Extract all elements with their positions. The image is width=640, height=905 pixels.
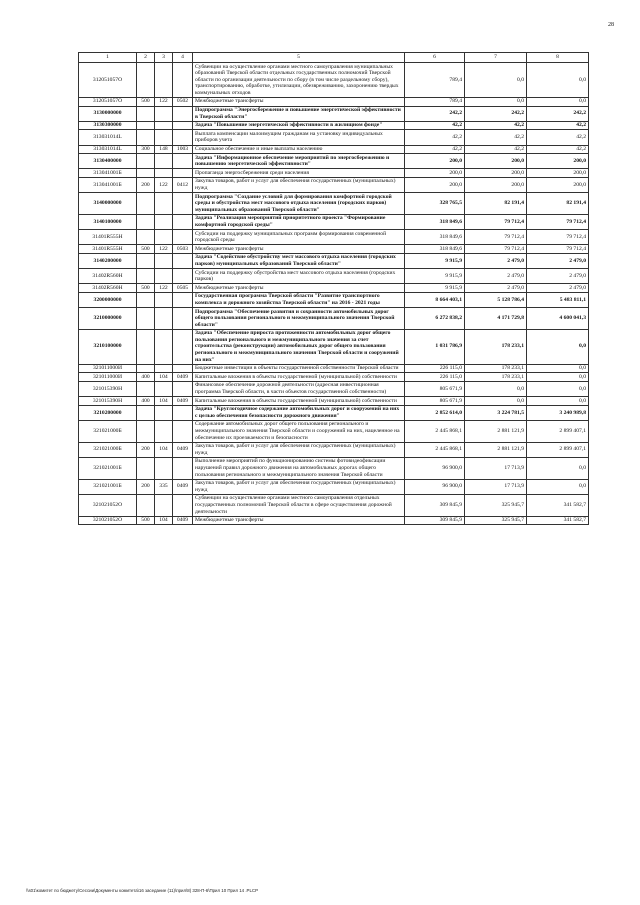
cell-value-col-6: 328 765,5 — [405, 193, 465, 215]
cell-col-2 — [137, 169, 155, 178]
table-row — [79, 214, 589, 229]
cell-col-2 — [137, 214, 155, 229]
cell-value-col-6: 789,4 — [405, 63, 465, 98]
cell-col-2 — [137, 381, 155, 396]
cell-col-3: 148 — [155, 145, 173, 154]
cell-value-col-6: 226 115,0 — [405, 364, 465, 373]
column-header: 3 — [155, 53, 173, 63]
cell-col-4 — [173, 269, 193, 284]
cell-col-2 — [137, 457, 155, 479]
cell-col-4 — [173, 154, 193, 169]
cell-col-4 — [173, 381, 193, 396]
footer-file-path: \\s01\комитет по бюджету\Сессии\Документы комитета\16 заседание (11)\прил\8) 328-П-6\Прил 10 Прил 14 .PLCP — [26, 888, 259, 893]
cell-col-4 — [173, 308, 193, 330]
cell-code: 321021052О — [79, 494, 137, 516]
cell-col-4: 0412 — [173, 177, 193, 192]
cell-col-2 — [137, 130, 155, 145]
cell-code: 3210000000 — [79, 308, 137, 330]
cell-name: Подпрограмма "Энергосбережение и повышение энергетической эффективности в Тверской области" — [193, 106, 405, 121]
table-row — [79, 63, 589, 98]
cell-value-col-7: 200,0 — [465, 154, 527, 169]
table-row — [79, 420, 589, 442]
cell-value-col-8: 0,0 — [527, 381, 589, 396]
cell-code: 321021000Б — [79, 442, 137, 457]
cell-value-col-6: 2 445 868,1 — [405, 442, 465, 457]
cell-col-4: 0505 — [173, 284, 193, 293]
cell-value-col-8: 0,0 — [527, 329, 589, 364]
table-row — [79, 479, 589, 494]
cell-col-2 — [137, 63, 155, 98]
cell-value-col-7: 242,2 — [465, 106, 527, 121]
cell-col-3: 104 — [155, 373, 173, 382]
cell-col-4: 0409 — [173, 442, 193, 457]
cell-name: Субвенции на осуществление органами местного самоуправления муниципальных образований Тверской области отдельных государственных полномочий Тверской области по организации деятельности по сбору (в том числе раздельному сбору), транспортированию, обработке, утилизации, обезвреживанию, захоронению твердых коммунальных отходов — [193, 63, 405, 98]
cell-col-2 — [137, 154, 155, 169]
cell-name: Капитальные вложения в объекты государственной (муниципальной) собственности — [193, 373, 405, 382]
cell-col-3: 335 — [155, 479, 173, 494]
cell-value-col-7: 178 233,1 — [465, 373, 527, 382]
cell-name: Бюджетные инвестиции в объекты государственной собственности Тверской области — [193, 364, 405, 373]
cell-code: 321011000И — [79, 364, 137, 373]
cell-col-2: 200 — [137, 177, 155, 192]
cell-code: 3130400000 — [79, 154, 137, 169]
cell-col-3 — [155, 214, 173, 229]
cell-col-4 — [173, 106, 193, 121]
cell-value-col-6: 200,0 — [405, 169, 465, 178]
cell-value-col-8: 0,0 — [527, 364, 589, 373]
table-body — [79, 63, 589, 525]
cell-code: 313031014L — [79, 145, 137, 154]
cell-value-col-8: 0,0 — [527, 63, 589, 98]
cell-col-3 — [155, 63, 173, 98]
cell-col-3: 104 — [155, 442, 173, 457]
table-row — [79, 373, 589, 382]
cell-col-3: 122 — [155, 97, 173, 106]
table-row — [79, 253, 589, 268]
table-row — [79, 364, 589, 373]
cell-name: Субвенции на осуществление органами местного самоуправления отдельных государственных полномочий Тверской области в сфере осуществления дорожной деятельности — [193, 494, 405, 516]
cell-value-col-7: 200,0 — [465, 177, 527, 192]
cell-col-3 — [155, 381, 173, 396]
cell-code: 313041001Б — [79, 169, 137, 178]
cell-value-col-6: 9 915,9 — [405, 284, 465, 293]
cell-value-col-8: 2 479,0 — [527, 284, 589, 293]
cell-name: Государственная программа Тверской области "Развитие транспортного комплекса и дорожного хозяйства Тверской области" на 2016 - 2021 годы — [193, 292, 405, 307]
cell-col-2 — [137, 269, 155, 284]
cell-value-col-7: 2 479,0 — [465, 284, 527, 293]
cell-col-3 — [155, 169, 173, 178]
cell-value-col-7: 5 128 786,4 — [465, 292, 527, 307]
cell-col-3 — [155, 154, 173, 169]
cell-value-col-7: 17 713,9 — [465, 479, 527, 494]
cell-col-3 — [155, 308, 173, 330]
cell-value-col-7: 79 712,4 — [465, 245, 527, 254]
cell-name: Задача "Информационное обеспечение мероприятий по энергосбережению и повышению энергетической эффективности" — [193, 154, 405, 169]
cell-value-col-7: 79 712,4 — [465, 230, 527, 245]
cell-code: 31401R555Н — [79, 230, 137, 245]
cell-col-3 — [155, 405, 173, 420]
cell-col-4 — [173, 230, 193, 245]
cell-col-2: 200 — [137, 479, 155, 494]
cell-value-col-7: 2 881 121,9 — [465, 442, 527, 457]
table-row — [79, 177, 589, 192]
table-row — [79, 169, 589, 178]
cell-value-col-6: 226 115,0 — [405, 373, 465, 382]
cell-code: 313041001Б — [79, 177, 137, 192]
cell-name: Межбюджетные трансферты — [193, 284, 405, 293]
cell-code: 312051057О — [79, 63, 137, 98]
cell-value-col-6: 6 272 838,2 — [405, 308, 465, 330]
column-header: 4 — [173, 53, 193, 63]
cell-value-col-7: 4 171 729,8 — [465, 308, 527, 330]
header-row — [79, 53, 589, 63]
cell-code: 321015390Н — [79, 381, 137, 396]
cell-col-4: 0409 — [173, 516, 193, 525]
cell-col-4 — [173, 494, 193, 516]
cell-value-col-7: 17 713,9 — [465, 457, 527, 479]
cell-code: 31402R560Н — [79, 284, 137, 293]
cell-code: 321021001Б — [79, 479, 137, 494]
cell-code: 3210200000 — [79, 405, 137, 420]
cell-name: Закупка товаров, работ и услуг для обеспечения государственных (муниципальных) нужд — [193, 177, 405, 192]
cell-col-3 — [155, 193, 173, 215]
cell-col-3: 122 — [155, 177, 173, 192]
cell-value-col-8: 341 582,7 — [527, 516, 589, 525]
table-row — [79, 97, 589, 106]
table-row — [79, 284, 589, 293]
cell-col-2: 500 — [137, 245, 155, 254]
cell-name: Задача "Обеспечение прироста протяженности автомобильных дорог общего пользования регионального и межмуниципального значения за счет строительства (реконструкции) автомобильных дорог общего пользования регионального и межмуниципального значения Тверской области и сооружений на них" — [193, 329, 405, 364]
cell-value-col-8: 42,2 — [527, 130, 589, 145]
cell-code: 3140100000 — [79, 214, 137, 229]
table-row — [79, 106, 589, 121]
cell-value-col-8: 2 479,0 — [527, 269, 589, 284]
cell-value-col-6: 200,0 — [405, 154, 465, 169]
cell-value-col-8: 42,2 — [527, 145, 589, 154]
cell-col-2 — [137, 364, 155, 373]
column-header: 1 — [79, 53, 137, 63]
cell-code: 31401R555Н — [79, 245, 137, 254]
cell-value-col-7: 79 712,4 — [465, 214, 527, 229]
cell-col-2: 500 — [137, 516, 155, 525]
cell-value-col-6: 318 849,6 — [405, 214, 465, 229]
cell-value-col-8: 4 600 041,3 — [527, 308, 589, 330]
table-row — [79, 145, 589, 154]
cell-value-col-6: 8 664 403,1 — [405, 292, 465, 307]
cell-col-3 — [155, 420, 173, 442]
cell-col-4 — [173, 420, 193, 442]
cell-code: 321021000Б — [79, 420, 137, 442]
cell-name: Финансовое обеспечение дорожной деятельности (адресная инвестиционная программа Тверской области, в части объектов государственной собственности) — [193, 381, 405, 396]
cell-col-2 — [137, 230, 155, 245]
cell-value-col-8: 0,0 — [527, 457, 589, 479]
cell-col-3 — [155, 106, 173, 121]
cell-value-col-8: 3 240 989,8 — [527, 405, 589, 420]
cell-col-2: 200 — [137, 442, 155, 457]
cell-col-4 — [173, 364, 193, 373]
cell-value-col-6: 318 849,6 — [405, 245, 465, 254]
cell-col-3 — [155, 494, 173, 516]
cell-name: Субсидии на поддержку муниципальных программ формирования современной городской среды — [193, 230, 405, 245]
table-row — [79, 329, 589, 364]
cell-value-col-7: 2 479,0 — [465, 253, 527, 268]
cell-value-col-8: 79 712,4 — [527, 230, 589, 245]
cell-value-col-8: 200,0 — [527, 154, 589, 169]
cell-code: 321015390Н — [79, 397, 137, 406]
cell-name: Задача "Реализация мероприятий приоритетного проекта "Формирование комфортной городской среды" — [193, 214, 405, 229]
cell-col-4 — [173, 405, 193, 420]
cell-value-col-6: 9 915,9 — [405, 269, 465, 284]
table-row — [79, 292, 589, 307]
cell-value-col-7: 325 945,7 — [465, 494, 527, 516]
cell-code: 3140000000 — [79, 193, 137, 215]
cell-col-3: 104 — [155, 397, 173, 406]
cell-col-2: 400 — [137, 397, 155, 406]
cell-col-2 — [137, 292, 155, 307]
cell-value-col-8: 79 712,4 — [527, 245, 589, 254]
cell-value-col-7: 2 479,0 — [465, 269, 527, 284]
cell-col-2 — [137, 193, 155, 215]
page-number: 28 — [608, 22, 614, 28]
cell-col-2: 500 — [137, 97, 155, 106]
cell-value-col-7: 200,0 — [465, 169, 527, 178]
table-row — [79, 494, 589, 516]
cell-col-2 — [137, 121, 155, 130]
cell-col-2: 300 — [137, 145, 155, 154]
cell-value-col-7: 42,2 — [465, 145, 527, 154]
cell-value-col-6: 805 671,9 — [405, 381, 465, 396]
cell-value-col-8: 242,2 — [527, 106, 589, 121]
table-row — [79, 308, 589, 330]
cell-col-3: 104 — [155, 516, 173, 525]
cell-value-col-7: 2 881 121,9 — [465, 420, 527, 442]
cell-name: Пропаганда энергосбережения среди населения — [193, 169, 405, 178]
cell-col-2 — [137, 420, 155, 442]
cell-name: Межбюджетные трансферты — [193, 97, 405, 106]
cell-col-3 — [155, 230, 173, 245]
cell-value-col-6: 96 900,0 — [405, 479, 465, 494]
cell-name: Межбюджетные трансферты — [193, 516, 405, 525]
cell-name: Подпрограмма "Создание условий для формирования комфортной городской среды и обустройства мест массового отдыха населения (городских парков) муниципальных образований Тверской области" — [193, 193, 405, 215]
cell-value-col-6: 2 852 614,0 — [405, 405, 465, 420]
cell-col-2 — [137, 405, 155, 420]
cell-col-4 — [173, 253, 193, 268]
cell-value-col-8: 2 479,0 — [527, 253, 589, 268]
cell-value-col-8: 200,0 — [527, 177, 589, 192]
cell-col-2 — [137, 308, 155, 330]
cell-col-2: 500 — [137, 284, 155, 293]
cell-name: Социальное обеспечение и иные выплаты населению — [193, 145, 405, 154]
column-header: 5 — [193, 53, 405, 63]
table-row — [79, 121, 589, 130]
cell-name: Подпрограмма "Обеспечение развития и сохранности автомобильных дорог общего пользования регионального и межмуниципального значения Тверской области" — [193, 308, 405, 330]
cell-col-2 — [137, 329, 155, 364]
cell-code: 3140200000 — [79, 253, 137, 268]
cell-value-col-7: 325 945,7 — [465, 516, 527, 525]
cell-value-col-7: 0,0 — [465, 381, 527, 396]
cell-col-4 — [173, 329, 193, 364]
cell-col-4: 0503 — [173, 245, 193, 254]
cell-code: 3130300000 — [79, 121, 137, 130]
table-row — [79, 245, 589, 254]
cell-value-col-7: 0,0 — [465, 397, 527, 406]
cell-value-col-6: 96 900,0 — [405, 457, 465, 479]
table-row — [79, 154, 589, 169]
cell-value-col-7: 178 233,1 — [465, 364, 527, 373]
cell-value-col-8: 200,0 — [527, 169, 589, 178]
cell-col-2 — [137, 253, 155, 268]
cell-value-col-8: 2 899 407,1 — [527, 420, 589, 442]
cell-col-4: 0409 — [173, 397, 193, 406]
cell-value-col-8: 341 582,7 — [527, 494, 589, 516]
cell-name: Капитальные вложения в объекты государственной (муниципальной) собственности — [193, 397, 405, 406]
budget-table — [78, 52, 589, 525]
cell-value-col-8: 0,0 — [527, 397, 589, 406]
cell-value-col-7: 42,2 — [465, 121, 527, 130]
cell-value-col-6: 789,4 — [405, 97, 465, 106]
cell-value-col-6: 1 031 786,9 — [405, 329, 465, 364]
cell-value-col-7: 3 224 781,5 — [465, 405, 527, 420]
cell-name: Выполнение мероприятий по функционированию системы фотовидеофиксации нарушений правил дорожного движения на автомобильных дорогах общего пользования регионального и межмуниципального значения Тверской области — [193, 457, 405, 479]
cell-col-4: 0409 — [173, 479, 193, 494]
cell-value-col-8: 2 899 407,1 — [527, 442, 589, 457]
cell-col-3 — [155, 329, 173, 364]
column-header: 2 — [137, 53, 155, 63]
cell-col-4 — [173, 169, 193, 178]
cell-col-3 — [155, 121, 173, 130]
cell-col-4 — [173, 121, 193, 130]
column-header: 8 — [527, 53, 589, 63]
table-row — [79, 130, 589, 145]
cell-value-col-8: 5 483 811,1 — [527, 292, 589, 307]
cell-col-3 — [155, 253, 173, 268]
cell-col-4 — [173, 292, 193, 307]
table-row — [79, 193, 589, 215]
cell-value-col-7: 82 191,4 — [465, 193, 527, 215]
cell-value-col-6: 318 849,6 — [405, 230, 465, 245]
table-row — [79, 230, 589, 245]
cell-col-4 — [173, 130, 193, 145]
cell-value-col-7: 42,2 — [465, 130, 527, 145]
table-row — [79, 442, 589, 457]
cell-name: Выплата компенсации малоимущим гражданам на установку индивидуальных приборов учета — [193, 130, 405, 145]
cell-code: 321021052О — [79, 516, 137, 525]
cell-value-col-6: 9 915,9 — [405, 253, 465, 268]
cell-value-col-7: 178 233,1 — [465, 329, 527, 364]
cell-name: Закупка товаров, работ и услуг для обеспечения государственных (муниципальных) нужд — [193, 479, 405, 494]
cell-col-4 — [173, 63, 193, 98]
cell-code: 3130000000 — [79, 106, 137, 121]
cell-name: Субсидии на поддержку обустройства мест массового отдыха населения (городских парков) — [193, 269, 405, 284]
cell-code: 313031014L — [79, 130, 137, 145]
column-header: 7 — [465, 53, 527, 63]
cell-code: 3200000000 — [79, 292, 137, 307]
cell-value-col-6: 42,2 — [405, 121, 465, 130]
cell-name: Межбюджетные трансферты — [193, 245, 405, 254]
cell-value-col-8: 82 191,4 — [527, 193, 589, 215]
cell-col-3 — [155, 457, 173, 479]
cell-name: Задача "Круглогодичное содержание автомобильных дорог и сооружений на них с целью обеспечения безопасности дорожного движения" — [193, 405, 405, 420]
cell-value-col-6: 805 671,9 — [405, 397, 465, 406]
cell-name: Задача "Повышение энергетической эффективности в жилищном фонде" — [193, 121, 405, 130]
column-header: 6 — [405, 53, 465, 63]
cell-code: 3210100000 — [79, 329, 137, 364]
cell-value-col-6: 309 845,9 — [405, 494, 465, 516]
cell-value-col-6: 42,2 — [405, 145, 465, 154]
cell-col-4 — [173, 193, 193, 215]
cell-value-col-8: 0,0 — [527, 479, 589, 494]
cell-col-2: 400 — [137, 373, 155, 382]
cell-value-col-6: 242,2 — [405, 106, 465, 121]
cell-col-4 — [173, 457, 193, 479]
cell-code: 31402R560Н — [79, 269, 137, 284]
cell-value-col-6: 2 445 868,1 — [405, 420, 465, 442]
cell-name: Содержание автомобильных дорог общего пользования регионального и межмуниципального значения Тверской области и сооружений на них, нацеленное на обеспечение их проезжаемости и безопасности — [193, 420, 405, 442]
table-row — [79, 269, 589, 284]
cell-value-col-8: 0,0 — [527, 373, 589, 382]
cell-value-col-6: 42,2 — [405, 130, 465, 145]
cell-value-col-7: 0,0 — [465, 63, 527, 98]
cell-value-col-8: 42,2 — [527, 121, 589, 130]
cell-value-col-7: 0,0 — [465, 97, 527, 106]
cell-col-4: 0409 — [173, 373, 193, 382]
cell-col-3: 122 — [155, 284, 173, 293]
cell-col-4: 1003 — [173, 145, 193, 154]
cell-value-col-8: 79 712,4 — [527, 214, 589, 229]
cell-code: 321011000И — [79, 373, 137, 382]
cell-value-col-6: 309 845,9 — [405, 516, 465, 525]
cell-col-3 — [155, 269, 173, 284]
cell-name: Задача "Содействие обустройству мест массового отдыха населения (городских парков) муниципальных образований Тверской области" — [193, 253, 405, 268]
cell-col-2 — [137, 494, 155, 516]
cell-col-3: 122 — [155, 245, 173, 254]
table-row — [79, 405, 589, 420]
cell-col-4: 0502 — [173, 97, 193, 106]
cell-col-3 — [155, 364, 173, 373]
cell-value-col-6: 200,0 — [405, 177, 465, 192]
cell-col-2 — [137, 106, 155, 121]
table-row — [79, 397, 589, 406]
cell-code: 321021001Б — [79, 457, 137, 479]
cell-code: 312051057О — [79, 97, 137, 106]
cell-col-3 — [155, 130, 173, 145]
table-row — [79, 381, 589, 396]
table-row — [79, 516, 589, 525]
cell-col-4 — [173, 214, 193, 229]
table-row — [79, 457, 589, 479]
cell-col-3 — [155, 292, 173, 307]
cell-value-col-8: 0,0 — [527, 97, 589, 106]
cell-name: Закупка товаров, работ и услуг для обеспечения государственных (муниципальных) нужд — [193, 442, 405, 457]
